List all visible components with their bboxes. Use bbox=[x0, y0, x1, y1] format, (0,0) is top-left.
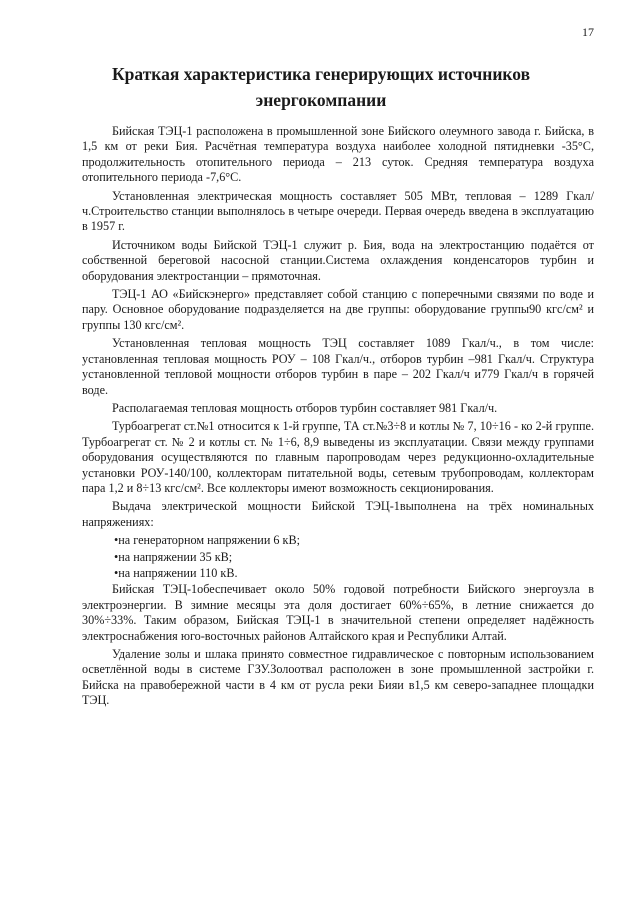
paragraph-equipment-groups: ТЭЦ-1 АО «Бийскэнерго» представляет собой станцию с поперечными связями по воде и пару. Основное оборудование подразделяется на две группы: оборудование группы90 кгс/см² и группы 130 кгс/см². bbox=[82, 287, 594, 332]
bullet-item: •на генераторном напряжении 6 кВ; bbox=[114, 533, 300, 548]
document-body bbox=[82, 124, 594, 712]
page-number: 17 bbox=[582, 25, 594, 39]
paragraph-ash-removal: Удаление золы и шлака принято совместное гидравлическое с повторным использованием осветлённой воды в системе ГЗУ.Золоотвал расположен в зоне промышленной застройки г. Бийска на правобережной части в 4 км от русла реки Бияи в1,5 км северо-западнее площадки ТЭЦ. bbox=[82, 647, 594, 708]
paragraph-power-output: Выдача электрической мощности Бийской ТЭЦ-1выполнена на трёх номинальных напряжениях: bbox=[82, 499, 594, 529]
paragraph-location: Бийская ТЭЦ-1 расположена в промышленной зоне Бийского олеумного завода г. Бийска, в 1,5 км от реки Бия. Расчётная температура воздуха наиболее холодной пятидневки -35°С, продолжительность отопительного периода – 213 суток. Средняя температура воздуха отопительного периода -7,6°С. bbox=[82, 124, 594, 185]
paragraph-turbines: Турбоагрегат ст.№1 относится к 1-й группе, ТА ст.№3÷8 и котлы № 7, 10÷16 - ко 2-й группе. Турбоагрегат ст. № 2 и котлы ст. № 1÷6, 8,9 выведены из эксплуатации. Связи между группами оборудования осуществляются по главным паропроводам через редукционно-охладительные установки РОУ-140/100, коллекторам питательной воды, сетевым трубопроводам, коллекторам пара 1,2 и 8÷13 кгс/см². Все коллекторы имеют возможность секционирования. bbox=[82, 419, 594, 495]
paragraph-energy-share: Бийская ТЭЦ-1обеспечивает около 50% годовой потребности Бийского энергоузла в электроэнергии. В зимние месяцы эта доля достигает 60%÷65%, в летние снижается до 30%÷33%. Таким образом, Бийская ТЭЦ-1 в значительной степени определяет надёжность электроснабжения юго-восточных районов Алтайского края и Республики Алтай. bbox=[82, 582, 594, 643]
paragraph-available-capacity: Располагаемая тепловая мощность отборов турбин составляет 981 Гкал/ч. bbox=[112, 400, 498, 415]
paragraph-capacity: Установленная электрическая мощность составляет 505 МВт, тепловая – 1289 Гкал/ч.Строительство станции выполнялось в четыре очереди. Первая очередь введена в эксплуатацию в 1957 г. bbox=[82, 188, 594, 234]
bullet-item: •на напряжении 35 кВ; bbox=[114, 549, 233, 564]
paragraph-thermal-capacity: Установленная тепловая мощность ТЭЦ составляет 1089 Гкал/ч., в том числе: установленная тепловая мощность РОУ – 108 Гкал/ч., отборов турбин –981 Гкал/ч. Структура установленной тепловой мощности отборов турбин в паре – 202 Гкал/ч и779 Гкал/ч в горячей воде. bbox=[82, 336, 594, 397]
bullet-item: •на напряжении 110 кВ. bbox=[114, 565, 238, 580]
paragraph-water-source: Источником воды Бийской ТЭЦ-1 служит р. Бия, вода на электростанцию подаётся от собственной береговой насосной станции.Система охлаждения конденсаторов турбин и оборудования электростанции – прямоточная. bbox=[82, 237, 594, 283]
page-title: Краткая характеристика генерирующих источников энергокомпании bbox=[111, 64, 531, 110]
